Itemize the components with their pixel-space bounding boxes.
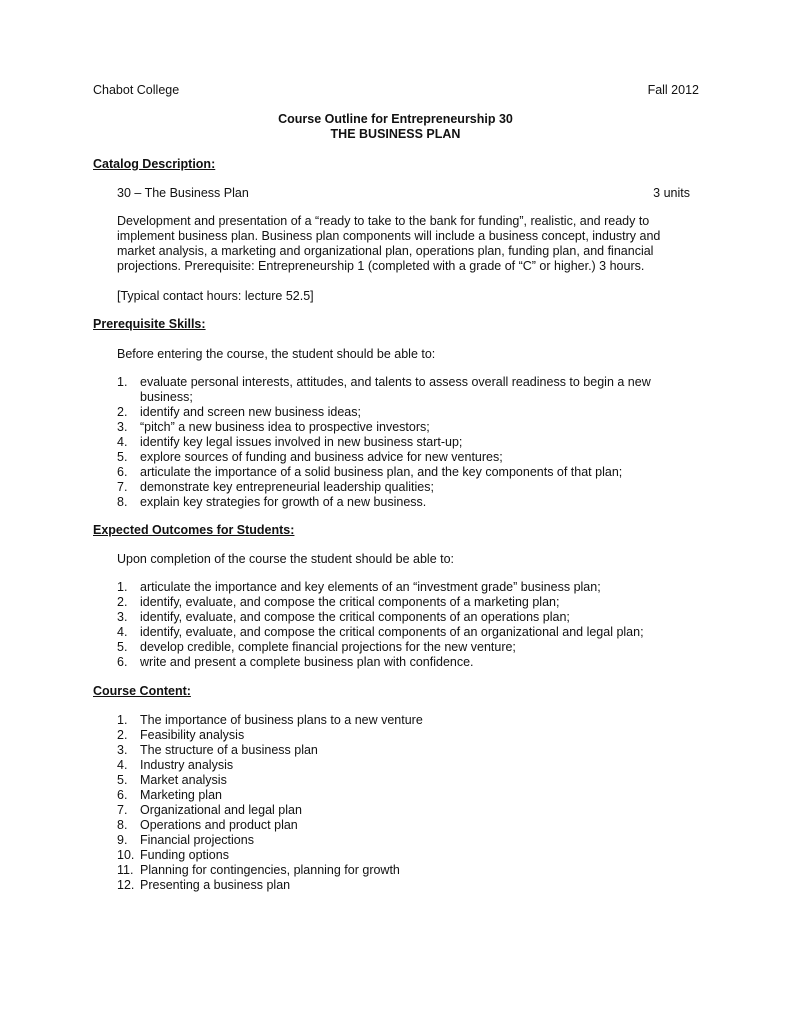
course-subtitle: THE BUSINESS PLAN xyxy=(330,127,461,141)
list-item: 3. “pitch” a new business idea to prospective investors; xyxy=(117,420,430,434)
list-item: 3. The structure of a business plan xyxy=(117,743,318,757)
list-item: 6. articulate the importance of a solid business plan, and the key components of that plan; xyxy=(117,465,623,479)
content-list xyxy=(117,713,697,893)
list-item: 11. Planning for contingencies, planning for growth xyxy=(117,863,400,877)
list-item: 4. identify key legal issues involved in new business start-up; xyxy=(117,435,463,449)
list-item: 5. develop credible, complete financial projections for the new venture; xyxy=(117,640,516,654)
prereq-heading: Prerequisite Skills: xyxy=(93,317,206,331)
list-item: 8. Operations and product plan xyxy=(117,818,298,832)
term: Fall 2012 xyxy=(647,83,699,97)
list-item: 1. articulate the importance and key elements of an “investment grade” business plan; xyxy=(117,580,601,594)
list-item: 2. identify, evaluate, and compose the critical components of a marketing plan; xyxy=(117,595,560,609)
outcomes-list xyxy=(117,580,697,670)
list-item: 4. identify, evaluate, and compose the critical components of an organizational and legal plan; xyxy=(117,625,644,639)
list-item: 7. Organizational and legal plan xyxy=(117,803,302,817)
list-item: 2. identify and screen new business ideas; xyxy=(117,405,361,419)
course-number-name: 30 – The Business Plan xyxy=(117,186,249,200)
outcomes-heading: Expected Outcomes for Students: xyxy=(93,523,295,537)
list-item: 3. identify, evaluate, and compose the critical components of an operations plan; xyxy=(117,610,570,624)
list-item: 7. demonstrate key entrepreneurial leadership qualities; xyxy=(117,480,434,494)
content-heading: Course Content: xyxy=(93,684,191,698)
list-item: 4. Industry analysis xyxy=(117,758,234,772)
prereq-list xyxy=(117,375,697,510)
course-units: 3 units xyxy=(653,186,690,200)
list-item: 1. evaluate personal interests, attitudes, and talents to assess overall readiness to begin a new business; xyxy=(117,375,651,404)
list-item: 8. explain key strategies for growth of a new business. xyxy=(117,495,427,509)
list-item: 12. Presenting a business plan xyxy=(117,878,291,892)
list-item: 9. Financial projections xyxy=(117,833,254,847)
list-item: 6. Marketing plan xyxy=(117,788,222,802)
outcomes-intro: Upon completion of the course the student should be able to: xyxy=(117,552,455,566)
list-item: 5. Market analysis xyxy=(117,773,227,787)
prereq-intro: Before entering the course, the student should be able to: xyxy=(117,347,436,361)
college-name: Chabot College xyxy=(93,83,180,97)
list-item: 10. Funding options xyxy=(117,848,229,862)
catalog-heading: Catalog Description: xyxy=(93,157,216,171)
list-item: 1. The importance of business plans to a new venture xyxy=(117,713,423,727)
course-title: Course Outline for Entrepreneurship 30 xyxy=(278,112,513,126)
catalog-description: Development and presentation of a “ready to take to the bank for funding”, realistic, and ready to implement business plan. Business plan components will include a business concept, industry and market analysis, a marketing and organizational plan, operations plan, funding plan, and financial projections. Prerequisite: Entrepreneurship 1 (completed with a grade of “C” or higher.) 3 hours. xyxy=(117,214,661,273)
contact-hours: [Typical contact hours: lecture 52.5] xyxy=(117,289,314,303)
course-line xyxy=(117,186,690,200)
list-item: 5. explore sources of funding and business advice for new ventures; xyxy=(117,450,503,464)
list-item: 6. write and present a complete business plan with confidence. xyxy=(117,655,474,669)
list-item: 2. Feasibility analysis xyxy=(117,728,245,742)
